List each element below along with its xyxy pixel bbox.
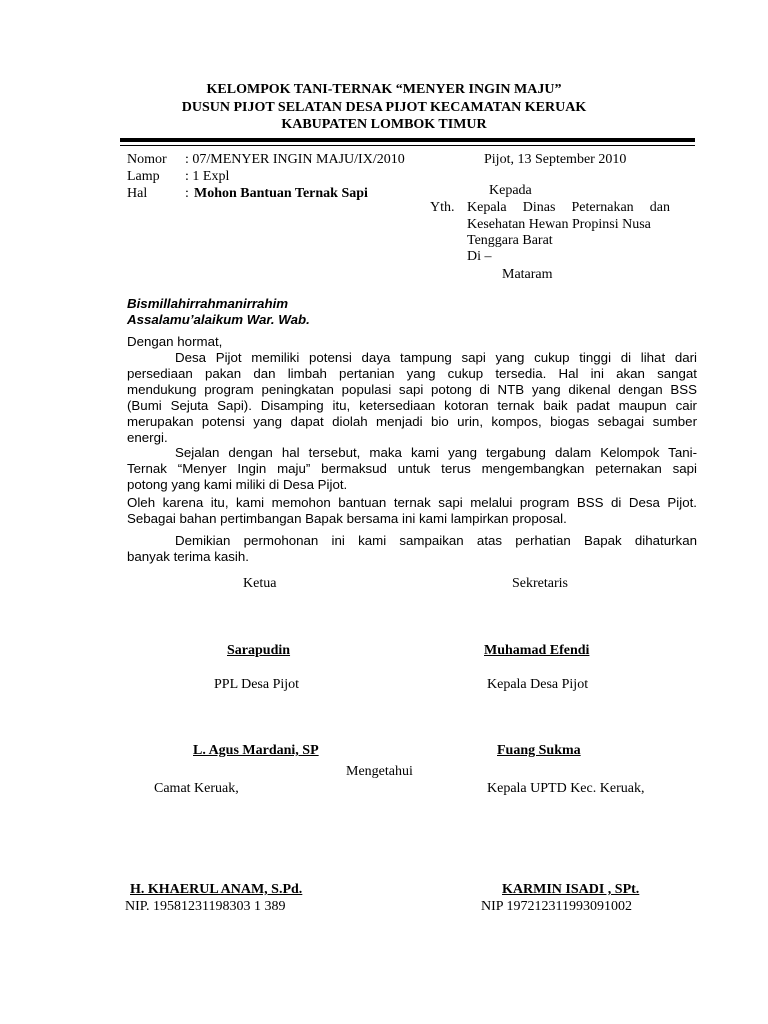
- ppl-name: L. Agus Mardani, SP: [193, 743, 319, 758]
- letterhead-line-2: DUSUN PIJOT SELATAN DESA PIJOT KECAMATAN KERUAK: [181, 100, 587, 115]
- body-paragraph-3: [127, 495, 697, 527]
- paragraph-line: merupakan potensi yang dapat diolah menjadi bio urin, kompos, biogas sebagai sumber: [127, 414, 697, 429]
- ketua-name: Sarapudin: [227, 643, 291, 658]
- paragraph-line: (Bumi Sejuta Sapi). Disamping itu, ketersediaan kotoran ternak baik padat maupun cair: [127, 398, 697, 413]
- uptd-title: Kepala UPTD Kec. Keruak,: [487, 781, 645, 796]
- camat-title: Camat Keruak,: [154, 781, 239, 796]
- hal-label: Hal: [127, 186, 148, 201]
- uptd-nip: NIP 197212311993091002: [481, 899, 633, 914]
- sekretaris-title: Sekretaris: [512, 576, 568, 591]
- paragraph-line: Sejalan dengan hal tersebut, maka kami yang tergabung dalam Kelompok Tani-: [175, 445, 697, 460]
- letterhead-line-1: KELOMPOK TANI-TERNAK “MENYER INGIN MAJU”: [206, 82, 562, 97]
- paragraph-line: Desa Pijot memiliki potensi daya tampung sapi yang cukup tinggi di lihat dari: [175, 350, 697, 365]
- recipient-line-1: Kepala Dinas Peternakan dan: [467, 200, 670, 215]
- sekretaris-name: Muhamad Efendi: [484, 643, 590, 658]
- body-paragraph-1: [127, 350, 697, 446]
- letterhead-line-3: KABUPATEN LOMBOK TIMUR: [281, 117, 487, 132]
- recipient-kepada: Kepada: [489, 183, 532, 198]
- recipient-di: Di –: [467, 249, 492, 264]
- ppl-title: PPL Desa Pijot: [214, 677, 300, 692]
- recipient-city: Mataram: [502, 267, 553, 282]
- lamp-label: Lamp: [127, 169, 160, 184]
- greeting: Dengan hormat,: [127, 334, 223, 349]
- recipient-yth: Yth.: [430, 200, 455, 215]
- salam: Assalamu’alaikum War. Wab.: [127, 312, 310, 327]
- hal-colon: :: [185, 186, 189, 201]
- kades-name: Fuang Sukma: [497, 743, 581, 758]
- letterhead-divider-thin: [120, 145, 695, 146]
- letterhead-divider-thick: [120, 138, 695, 142]
- mengetahui-label: Mengetahui: [346, 764, 413, 779]
- nomor-label: Nomor: [127, 152, 167, 167]
- paragraph-line: potong yang kami miliki di Desa Pijot.: [127, 477, 348, 492]
- body-paragraph-2: [127, 445, 697, 493]
- nomor-value: : 07/MENYER INGIN MAJU/IX/2010: [185, 152, 405, 167]
- paragraph-line: Oleh karena itu, kami memohon bantuan ternak sapi melalui program BSS di Desa Pijot.: [127, 495, 697, 510]
- lamp-value: : 1 Expl: [185, 169, 230, 184]
- paragraph-line: banyak terima kasih.: [127, 549, 249, 564]
- recipient-line-2: Kesehatan Hewan Propinsi Nusa: [467, 217, 651, 232]
- paragraph-line: mendukung program peningkatan populasi sapi potong di NTB yang dikenal dengan BSS: [127, 382, 697, 397]
- hal-value: Mohon Bantuan Ternak Sapi: [194, 186, 368, 201]
- camat-nip: NIP. 19581231198303 1 389: [125, 899, 286, 914]
- recipient-line-3: Tenggara Barat: [467, 233, 553, 248]
- uptd-name: KARMIN ISADI , SPt.: [502, 882, 640, 897]
- ketua-title: Ketua: [243, 576, 277, 591]
- basmalah: Bismillahirrahmanirrahim: [127, 296, 289, 311]
- letter-date: Pijot, 13 September 2010: [484, 152, 627, 167]
- paragraph-line: Demikian permohonan ini kami sampaikan atas perhatian Bapak dihaturkan: [175, 533, 697, 548]
- paragraph-line: Sebagai bahan pertimbangan Bapak bersama ini kami lampirkan proposal.: [127, 511, 567, 526]
- body-paragraph-4: [127, 533, 697, 565]
- paragraph-line: persediaan pakan dan limbah pertanian yang cukup tersedia. Hal ini akan sangat: [127, 366, 697, 381]
- paragraph-line: energi.: [127, 430, 168, 445]
- paragraph-line: Ternak “Menyer Ingin maju” bermaksud untuk terus mengembangkan peternakan sapi: [127, 461, 697, 476]
- camat-name: H. KHAERUL ANAM, S.Pd.: [130, 882, 303, 897]
- kades-title: Kepala Desa Pijot: [487, 677, 589, 692]
